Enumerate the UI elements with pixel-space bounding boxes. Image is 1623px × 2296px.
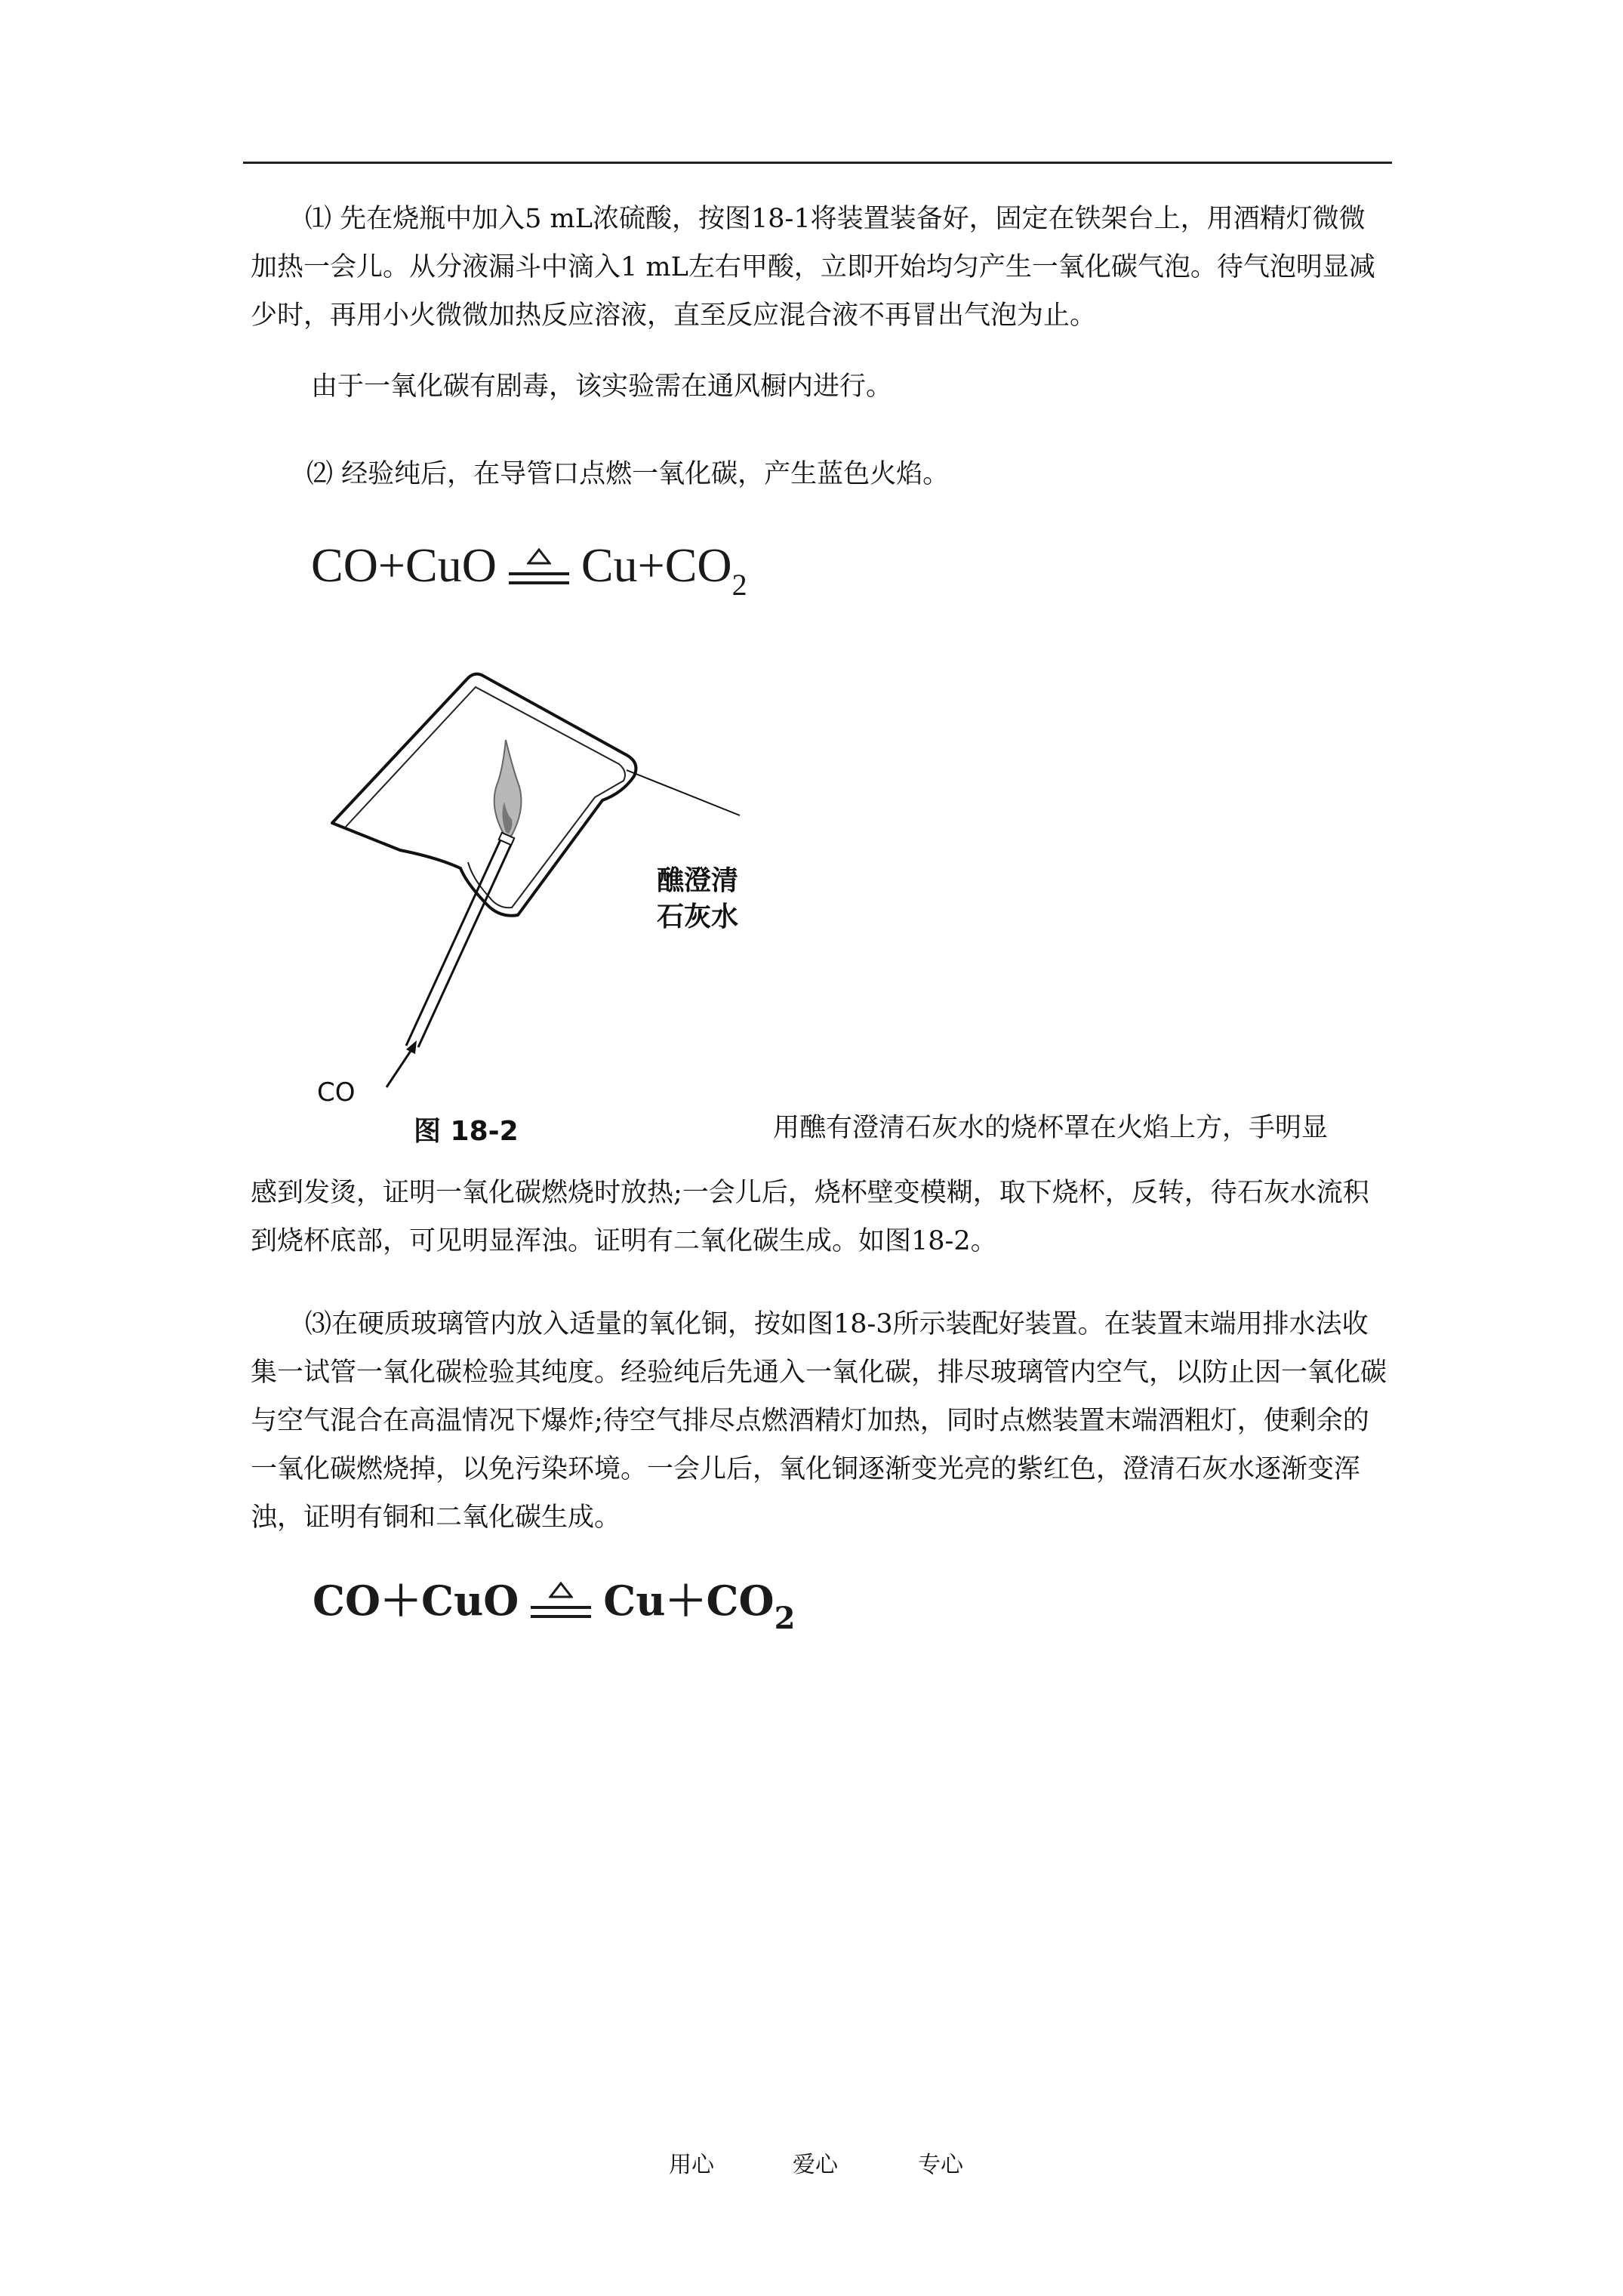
beaker-label-line2: 石灰水 [657, 901, 739, 932]
beaker-label-line1: 醮澄清 [657, 865, 739, 896]
footer-item-3: 专心 [918, 2152, 963, 2178]
paragraph-step-2: ⑵ 经验纯后，在导管口点燃一氧化碳，产生蓝色火焰。 [306, 459, 950, 489]
equation2-reactants: CO＋CuO [313, 1576, 519, 1625]
paragraph-step-2-detail-line1: 用醮有澄清石灰水的烧杯罩在火焰上方，手明显 [773, 1113, 1329, 1143]
beaker-over-flame-diagram [302, 664, 800, 1148]
paragraph-step-1: ⑴ 先在烧瓶中加入5 mL浓硫酸，按图18-1将装置装备好，固定在铁架台上，用酒精灯微微加热一会儿。从分液漏斗中滴入1 mL左右甲酸，立即开始均匀产生一氧化碳气泡。待气泡明显减少时，再用小火微微加热反应溶液，直至反应混合液不再冒出气泡为止。 [251, 204, 1375, 331]
figure-caption: 图 18-2 [414, 1116, 519, 1147]
header-rule [243, 162, 1392, 164]
paragraph-step-3: ⑶在硬质玻璃管内放入适量的氧化铜，按如图18-3所示装配好装置。在装置末端用排水法收集一试管一氧化碳检验其纯度。经验纯后先通入一氧化碳，排尽玻璃管内空气，以防止因一氧化碳与空气混合在高温情况下爆炸;待空气排尽点燃酒精灯加热，同时点燃装置末端酒粗灯，使剩余的一氧化碳燃烧掉，以免污染环境。一会儿后，氧化铜逐渐变光亮的紫红色，澄清石灰水逐渐变浑浊，证明有铜和二氧化碳生成。 [251, 1309, 1387, 1533]
gas-label: CO [317, 1077, 356, 1108]
chemical-equation-1 [311, 538, 747, 602]
equation-subscript: 2 [731, 568, 747, 602]
paragraph-step-2-detail: 感到发烫，证明一氧化碳燃烧时放热;一会儿后，烧杯壁变模糊，取下烧杯，反转，待石灰水流积到烧杯底部，可见明显浑浊。证明有二氧化碳生成。如图18-2。 [251, 1178, 1369, 1256]
paragraph-safety-note: 由于一氧化碳有剧毒，该实验需在通风橱内进行。 [311, 371, 893, 402]
equation2-subscript: 2 [774, 1601, 796, 1636]
figure-18-2 [302, 664, 800, 1151]
equation2-products: Cu＋CO [603, 1576, 775, 1625]
footer-item-2: 爱心 [793, 2152, 838, 2178]
equation-reactants: CO+CuO [311, 538, 497, 592]
equation-products: Cu+CO [581, 538, 732, 592]
equation-heat-arrow [504, 545, 574, 593]
footer-item-1: 用心 [669, 2152, 714, 2178]
equation2-heat-arrow [526, 1579, 596, 1627]
delta-icon [549, 1582, 573, 1598]
chemical-equation-2 [313, 1569, 796, 1636]
delta-icon [527, 548, 551, 565]
